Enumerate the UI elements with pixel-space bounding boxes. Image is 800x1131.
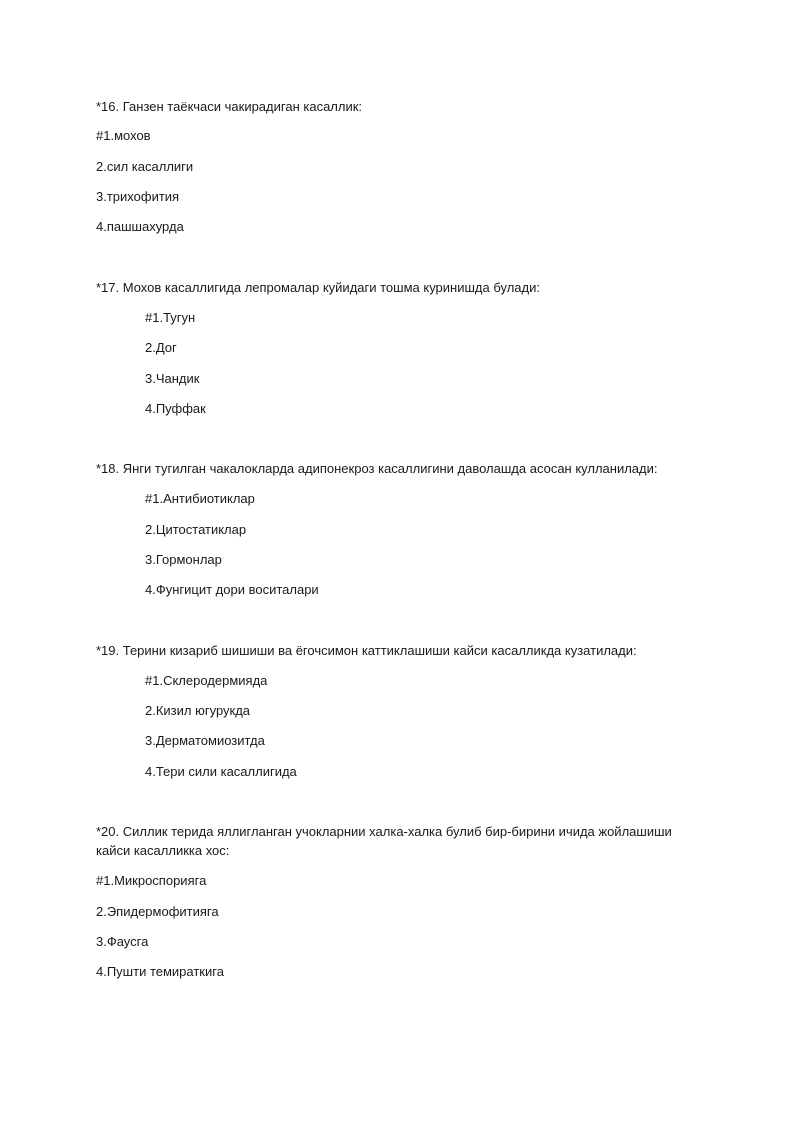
question-17-text: *17. Мохов касаллигида лепромалар куйидаги тошма куринишда булади: [96, 280, 540, 295]
question-18-option-2: 2.Цитостатиклар [145, 522, 247, 537]
question-17-option-2: 2.Дог [145, 340, 177, 355]
question-18-text: *18. Янги тугилган чакалокларда адипонекроз касаллигини даволашда асосан кулланилади: [96, 461, 658, 476]
question-20-text-continuation: кайси касалликка хос: [96, 843, 230, 858]
question-17-option-1: #1.Тугун [145, 310, 196, 325]
question-17-option-3: 3.Чандик [145, 371, 200, 386]
question-16-text: *16. Ганзен таёкчаси чакирадиган касаллик: [96, 99, 363, 114]
question-18-option-3: 3.Гормонлар [145, 552, 222, 567]
question-18-option-4: 4.Фунгицит дори воситалари [145, 582, 319, 597]
question-16-option-1: #1.мохов [96, 128, 151, 143]
question-16-option-2: 2.сил касаллиги [96, 159, 194, 174]
question-19-option-4: 4.Тери сили касаллигида [145, 764, 297, 779]
question-19-option-2: 2.Кизил югурукда [145, 703, 251, 718]
question-19-option-3: 3.Дерматомиозитда [145, 733, 265, 748]
question-18-option-1: #1.Антибиотиклар [145, 491, 255, 506]
question-20-option-3: 3.Фаусга [96, 934, 149, 949]
question-16-option-3: 3.трихофития [96, 189, 180, 204]
question-19-option-1: #1.Склеродермияда [145, 673, 268, 688]
question-17-option-4: 4.Пуффак [145, 401, 206, 416]
question-20-option-1: #1.Микроспорияга [96, 873, 207, 888]
question-20-option-4: 4.Пушти темираткига [96, 964, 224, 979]
question-16-option-4: 4.пашшахурда [96, 219, 184, 234]
question-20-option-2: 2.Эпидермофитияга [96, 904, 219, 919]
question-19-text: *19. Терини кизариб шишиши ва ёгочсимон каттиклашиши кайси касалликда кузатилади: [96, 643, 637, 658]
question-20-text: *20. Силлик терида яллигланган учокларнии халка-халка булиб бир-бирини ичида жойлашиши [96, 824, 672, 839]
